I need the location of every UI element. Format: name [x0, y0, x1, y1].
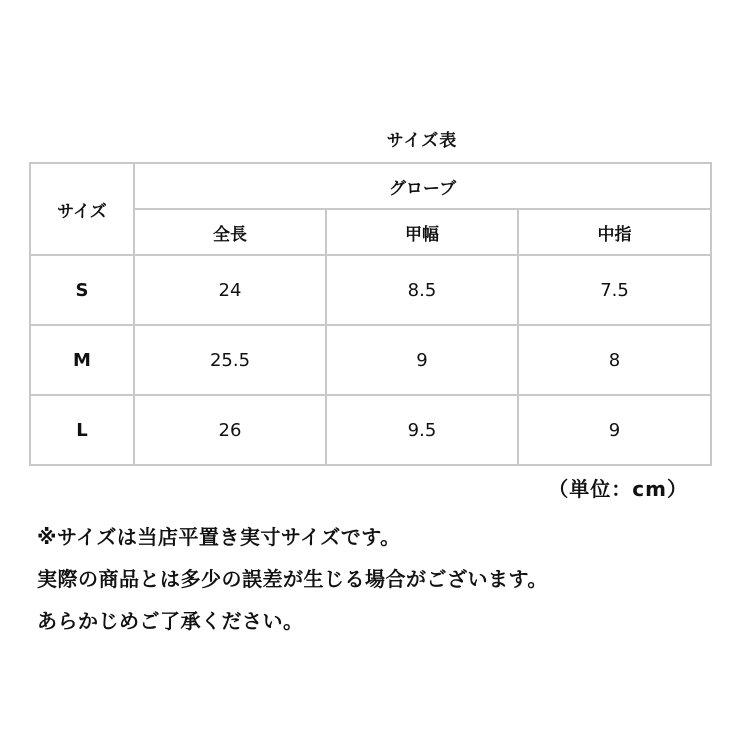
row-size-label: M — [30, 325, 134, 395]
table-title: サイズ表 — [386, 131, 458, 151]
header-row-group — [30, 163, 711, 209]
size-header-cell: サイズ — [30, 163, 134, 255]
unit-note: （単位：cm） — [548, 477, 688, 501]
column-header-middle-finger: 中指 — [518, 209, 711, 255]
column-header-length: 全長 — [134, 209, 326, 255]
group-header-cell: グローブ — [134, 163, 711, 209]
table-cell: 24 — [134, 255, 326, 325]
column-header-width: 甲幅 — [326, 209, 518, 255]
notes-block — [37, 516, 717, 642]
table-row — [30, 325, 711, 395]
note-line: ※サイズは当店平置き実寸サイズです。 — [37, 525, 401, 549]
table-cell: 9.5 — [326, 395, 518, 465]
size-chart-table — [29, 162, 712, 466]
row-size-label: S — [30, 255, 134, 325]
table-cell: 25.5 — [134, 325, 326, 395]
table-cell: 9 — [518, 395, 711, 465]
table-cell: 7.5 — [518, 255, 711, 325]
table-row — [30, 255, 711, 325]
note-line: あらかじめご了承ください。 — [37, 609, 304, 633]
table-cell: 8 — [518, 325, 711, 395]
table-cell: 26 — [134, 395, 326, 465]
table-cell: 9 — [326, 325, 518, 395]
table-row — [30, 395, 711, 465]
table-cell: 8.5 — [326, 255, 518, 325]
note-line: 実際の商品とは多少の誤差が生じる場合がございます。 — [37, 567, 548, 591]
row-size-label: L — [30, 395, 134, 465]
